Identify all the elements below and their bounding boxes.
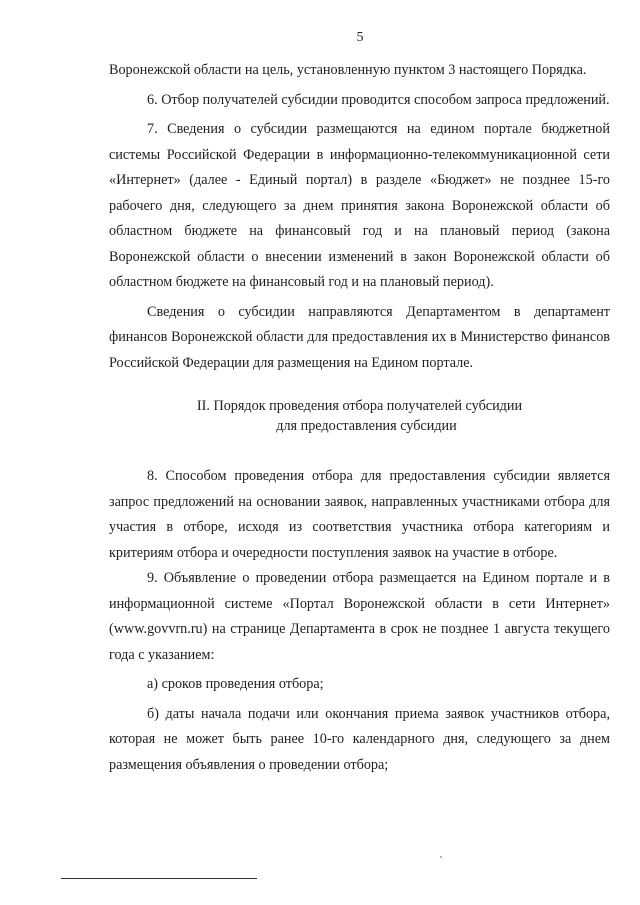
section-heading xyxy=(109,396,610,436)
list-item-b: б) даты начала подачи или окончания приема заявок участников отбора, которая не может быть ранее 10-го календарного дня, следующего за днем размещения объявления о проведении отбора; xyxy=(109,705,610,773)
paragraph-item-9: 9. Объявление о проведении отбора размещается на Едином портале и в информационной системе «Портал Воронежской области в сети Интернет» (www.govvrn.ru) на странице Департамента в срок не позднее 1 августа текущего года с указанием: xyxy=(109,570,610,663)
document-body xyxy=(109,58,610,778)
section-heading-line-1: II. Порядок проведения отбора получателей субсидии xyxy=(196,398,523,414)
footer-rule xyxy=(61,878,257,879)
paragraph-continuation: Воронежской области на цель, установленную пунктом 3 настоящего Порядка. xyxy=(109,62,587,78)
list-item-a: а) сроков проведения отбора; xyxy=(147,676,324,692)
page-number: 5 xyxy=(356,30,364,45)
paragraph-item-7-continued: Сведения о субсидии направляются Департаментом в департамент финансов Воронежской области для предоставления их в Министерство финансов Российской Федерации для размещения на Едином портале. xyxy=(109,303,610,371)
section-heading-line-2: для предоставления субсидии xyxy=(276,418,457,434)
paragraph-item-6: 6. Отбор получателей субсидии проводится способом запроса предложений. xyxy=(147,91,610,108)
scan-speck xyxy=(440,856,442,858)
paragraph-item-7: 7. Сведения о субсидии размещаются на едином портале бюджетной системы Российской Федерации в информационно-телекоммуникационной сети «Интернет» (далее - Единый портал) в разделе «Бюджет» не позднее 15-го рабочего дня, следующего за днем принятия закона Воронежской области об областном бюджете на финансовый год и на плановый период (закона Воронежской области о внесении изменений в закон Воронежской области об областном бюджете на финансовый год и на плановый период). xyxy=(109,121,610,290)
paragraph-item-8: 8. Способом проведения отбора для предоставления субсидии является запрос предложений на основании заявок, направленных участниками отбора для участия в отборе, исходя из соответствия участника отбора категориям и критериям отбора и очередности поступления заявок на участие в отборе. xyxy=(109,468,610,561)
